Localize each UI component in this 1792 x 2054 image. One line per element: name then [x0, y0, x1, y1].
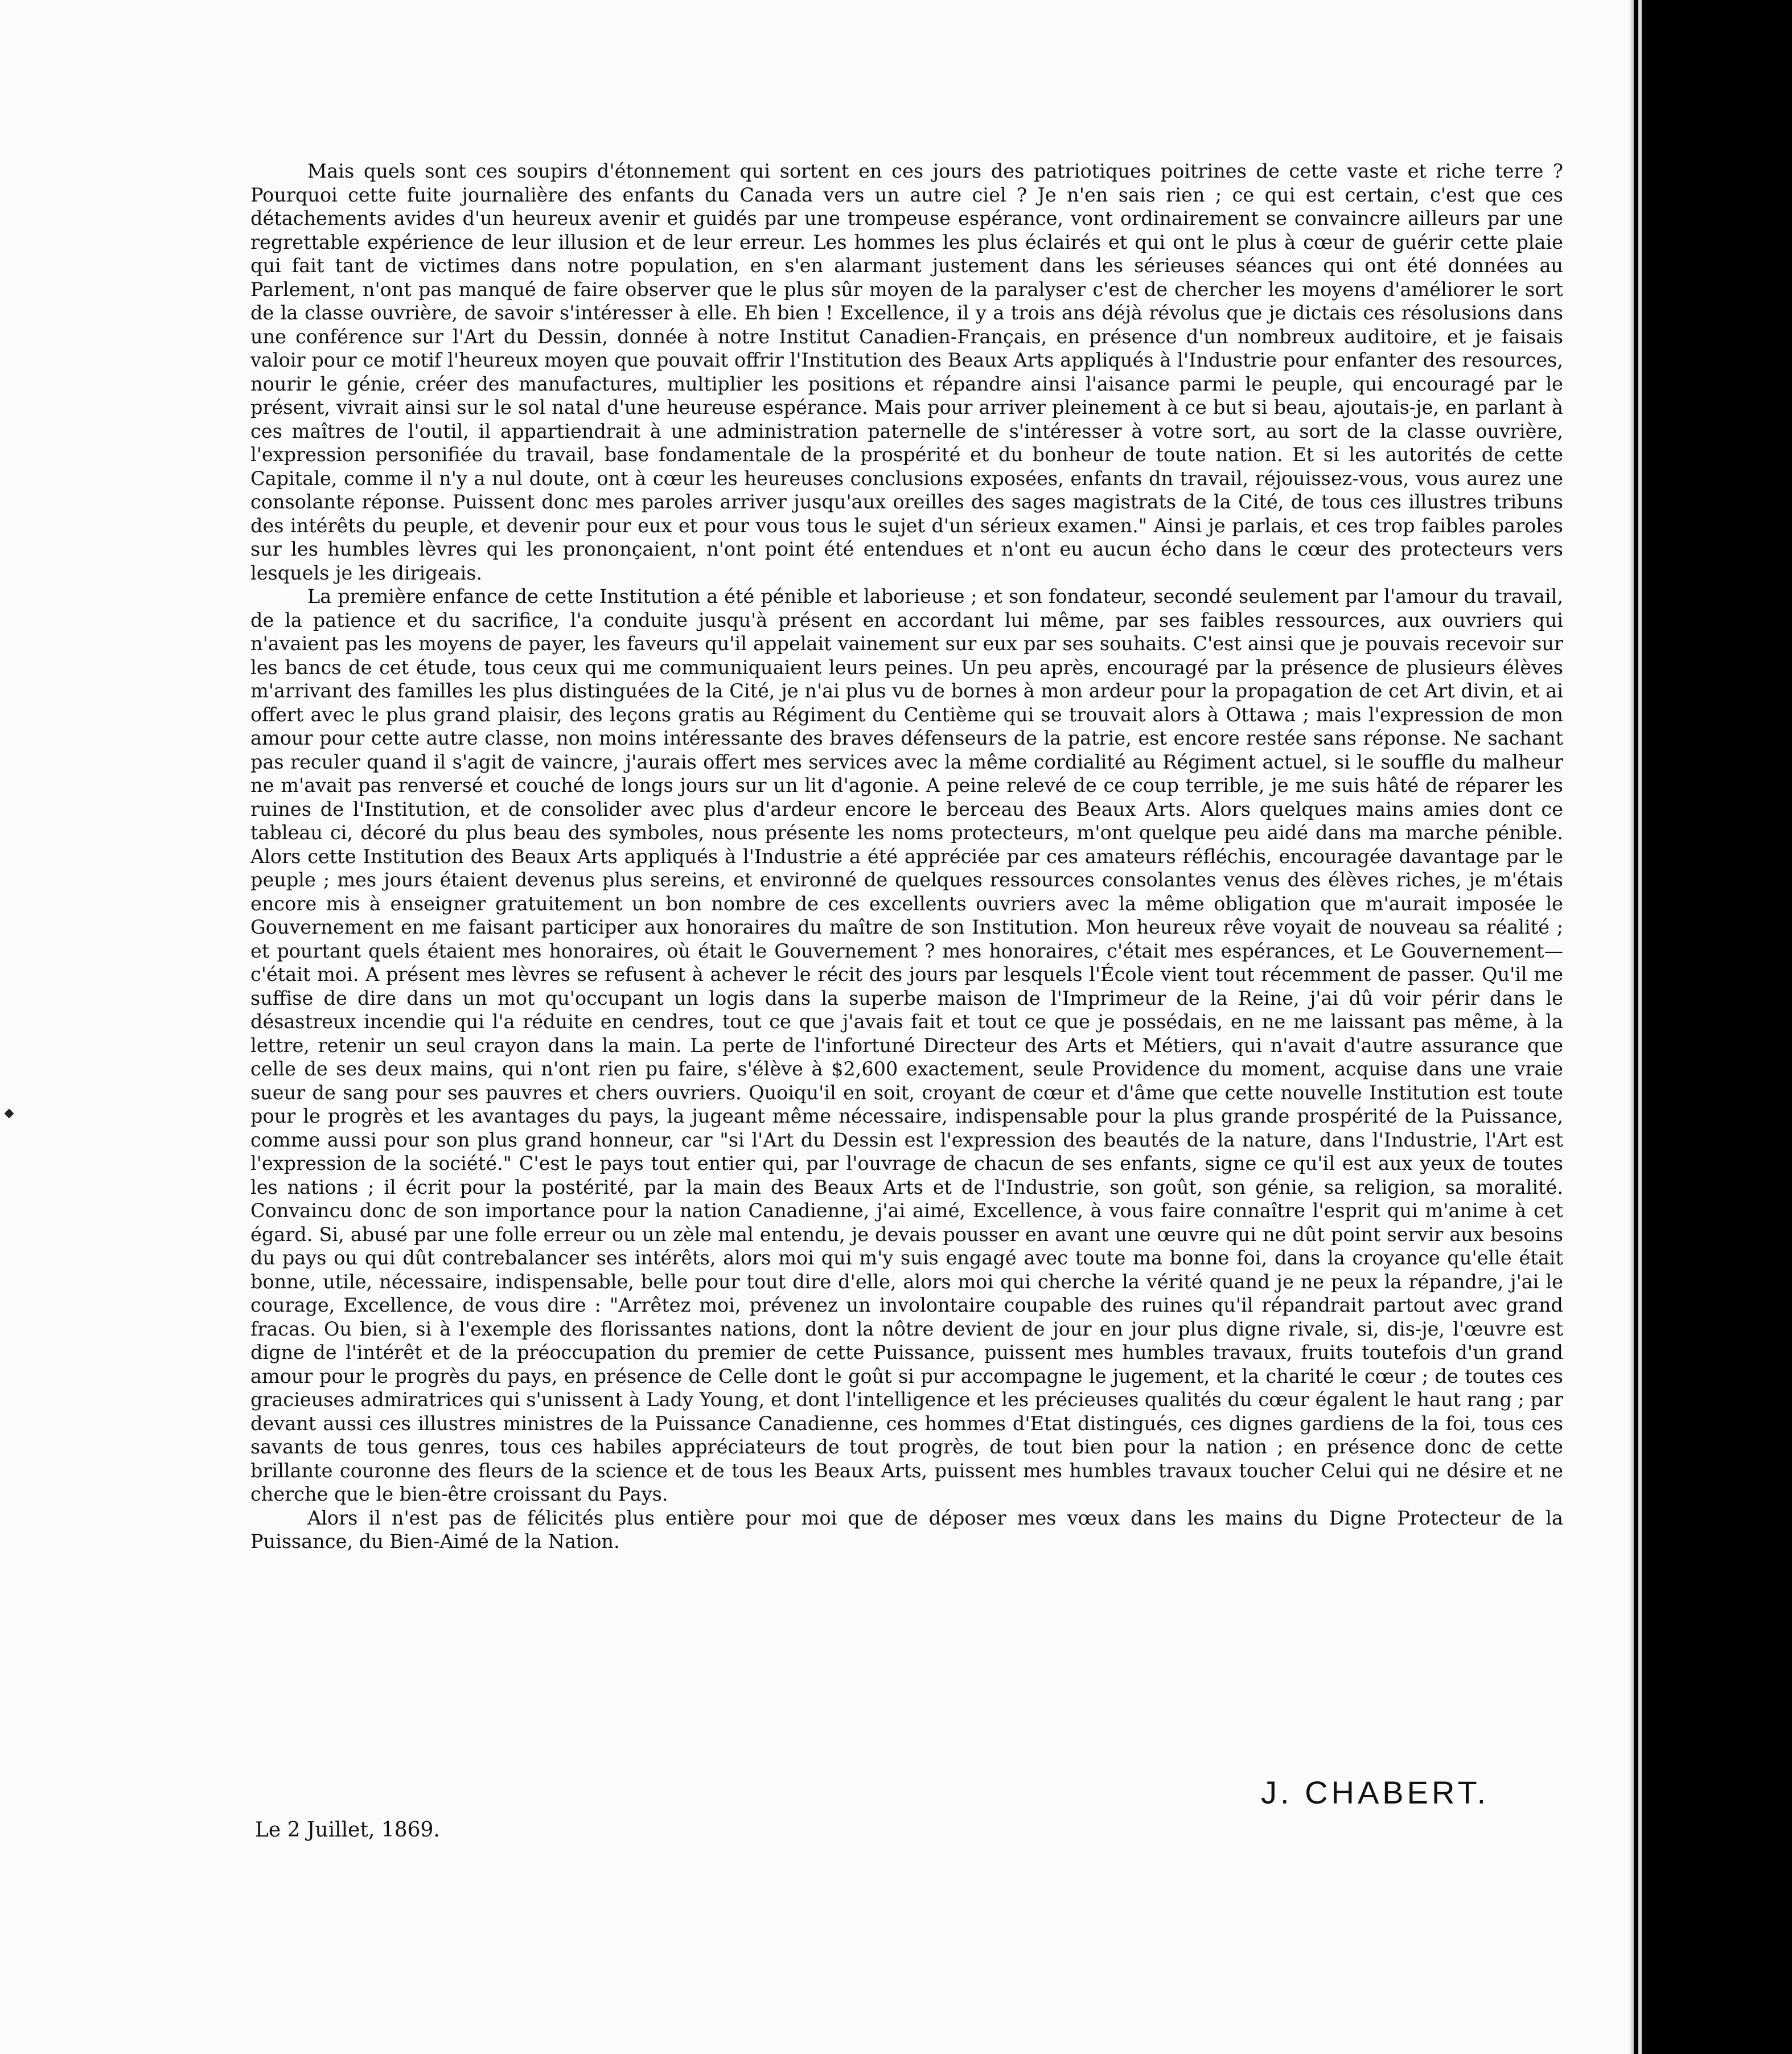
- letter-body: [250, 159, 1563, 1554]
- scan-border-line: [1638, 0, 1642, 2054]
- page-edge-shadow: [1629, 0, 1634, 2054]
- paragraph-1: Mais quels sont ces soupirs d'étonnement qui sortent en ces jours des patriotiques poitrines de cette vaste et riche terre ? Pourquoi cette fuite journalière des enfants du Canada vers un autre ciel ? Je n'en sais rien ; ce qui est certain, c'est que ces détachements avides d'un heureux avenir et guidés par une trompeuse espérance, vont ordinairement se convaincre ailleurs par une regrettable expérience de leur illusion et de leur erreur. Les hommes les plus éclairés et qui ont le plus à cœur de guérir cette plaie qui fait tant de victimes dans notre population, en s'en alarmant justement dans les sérieuses séances qui ont été données au Parlement, n'ont pas manqué de faire observer que le plus sûr moyen de la paralyser c'est de chercher les moyens d'améliorer le sort de la classe ouvrière, de savoir s'intéresser à elle. Eh bien ! Excellence, il y a trois ans déjà révolus que je dictais ces résolusions dans une conférence sur l'Art du Dessin, donnée à notre Institut Canadien-Français, en présence d'un nombreux auditoire, et je faisais valoir pour ce motif l'heureux moyen que pouvait offrir l'Institution des Beaux Arts appliqués à l'Industrie pour enfanter des resources, nourir le génie, créer des manufactures, multiplier les positions et répandre ainsi l'aisance parmi le peuple, qui encouragé par le présent, vivrait ainsi sur le sol natal d'une heureuse espérance. Mais pour arriver pleinement à ce but si beau, ajoutais-je, en parlant à ces maîtres de l'outil, il appartiendrait à une administration paternelle de s'intéresser à votre sort, au sort de la classe ouvrière, l'expression personifiée du travail, base fondamentale de la prospérité et du bonheur de toute nation. Et si les autorités de cette Capitale, comme il n'y a nul doute, ont à cœur les heureuses conclusions exposées, enfants dn travail, réjouissez-vous, vous aurez une consolante réponse. Puissent donc mes paroles arriver jusqu'aux oreilles des sages magistrats de la Cité, de tous ces illustres tribuns des intérêts du peuple, et devenir pour eux et pour vous tous le sujet d'un sérieux examen." Ainsi je parlais, et ces trop faibles paroles sur les humbles lèvres qui les prononçaient, n'ont point été entendues et n'ont eu aucun écho dans le cœur des protecteurs vers lesquels je les dirigeais.: [250, 160, 1563, 584]
- letter-date: Le 2 Juillet, 1869.: [255, 1818, 440, 1842]
- paragraph-3: Alors il n'est pas de félicités plus entière pour moi que de déposer mes vœux dans les mains du Digne Protecteur de la Puissance, du Bien-Aimé de la Nation.: [250, 1506, 1563, 1552]
- paragraph-2: La première enfance de cette Institution a été pénible et laborieuse ; et son fondateur, secondé seulement par l'amour du travail, de la patience et du sacrifice, l'a conduite jusqu'à présent en accordant lui même, par ses faibles ressources, aux ouvriers qui n'avaient pas les moyens de payer, les faveurs qu'il appelait vainement sur eux par ses souhaits. C'est ainsi que je pouvais recevoir sur les bancs de cet étude, tous ceux qui me communiquaient leurs peines. Un peu après, encouragé par la présence de plusieurs élèves m'arrivant des familles les plus distinguées de la Cité, je n'ai plus vu de bornes à mon ardeur pour la propagation de cet Art divin, et ai offert avec le plus grand plaisir, des leçons gratis au Régiment du Centième qui se trouvait alors à Ottawa ; mais l'expression de mon amour pour cette autre classe, non moins intéressante des braves défenseurs de la patrie, est encore restée sans réponse. Ne sachant pas reculer quand il s'agit de vaincre, j'aurais offert mes services avec la même cordialité au Régiment actuel, si le souffle du malheur ne m'avait pas renversé et couché de longs jours sur un lit d'agonie. A peine relevé de ce coup terrible, je me suis hâté de réparer les ruines de l'Institution, et de consolider avec plus d'ardeur encore le berceau des Beaux Arts. Alors quelques mains amies dont ce tableau ci, décoré du plus beau des symboles, nous présente les noms protecteurs, m'ont quelque peu aidé dans ma marche pénible. Alors cette Institution des Beaux Arts appliqués à l'Industrie a été appréciée par ces amateurs réfléchis, encouragée davantage par le peuple ; mes jours étaient devenus plus sereins, et environné de quelques ressources consolantes venus des élèves riches, je m'étais encore mis à enseigner gratuitement un bon nombre de ces excellents ouvriers avec la même obligation que m'aurait imposée le Gouvernement en me faisant participer aux honoraires du maître de son Institution. Mon heureux rêve voyait de nouveau sa réalité ; et pourtant quels étaient mes honoraires, où était le Gouvernement ? mes honoraires, c'était mes espérances, et Le Gouvernement—c'était moi. A présent mes lèvres se refusent à achever le récit des jours par lesquels l'École vient tout récemment de passer. Qu'il me suffise de dire dans un mot qu'occupant un logis dans la superbe maison de l'Imprimeur de la Reine, j'ai dû voir périr dans le désastreux incendie qui l'a réduite en cendres, tout ce que j'avais fait et tout ce que je possédais, en ne me laissant pas même, à la lettre, retenir un seul crayon dans la main. La perte de l'infortuné Directeur des Arts et Métiers, qui n'avait d'autre assurance que celle de ses deux mains, qui n'ont rien pu faire, s'élève à $2,600 exactement, seule Providence du moment, acquise dans une vraie sueur de sang pour ses pauvres et chers ouvriers. Quoiqu'il en soit, croyant de cœur et d'âme que cette nouvelle Institution est toute pour le progrès et les avantages du pays, la jugeant même nécessaire, indispensable pour la plus grande prospérité de la Puissance, comme aussi pour son plus grand honneur, car "si l'Art du Dessin est l'expression des beautés de la nature, dans l'Industrie, l'Art est l'expression de la société." C'est le pays tout entier qui, par l'ouvrage de chacun de ses enfants, signe ce qu'il est aux yeux de toutes les nations ; il écrit pour la postérité, par la main des Beaux Arts et de l'Industrie, son goût, son génie, sa religion, sa moralité. Convaincu donc de son importance pour la nation Canadienne, j'ai aimé, Excellence, à vous faire connaître l'esprit qui m'anime à cet égard. Si, abusé par une folle erreur ou un zèle mal entendu, je devais pousser en avant une œuvre qui ne dût point servir aux besoins du pays ou qui dût contrebalancer ses intérêts, alors moi qui m'y suis engagé avec toute ma bonne foi, dans la croyance qu'elle était bonne, utile, nécessaire, indispensable, belle pour tout dire d'elle, alors moi qui cherche la vérité quand je ne peux la répandre, j'ai le courage, Excellence, de vous dire : "Arrêtez moi, prévenez un involontaire coupable des ruines qu'il répandrait partout avec grand fracas. Ou bien, si à l'exemple des florissantes nations, dont la nôtre devient de jour en jour plus digne rivale, si, dis-je, l'œuvre est digne de l'intérêt et de la préoccupation du premier de cette Puissance, puissent mes humbles travaux, fruits toutefois d'un grand amour pour le progrès du pays, en présence de Celle dont le goût si pur accompagne le jugement, et la charité le cœur ; de toutes ces gracieuses admiratrices qui s'unissent à Lady Young, et dont l'intelligence et les précieuses qualités du cœur égalent le haut rang ; par devant aussi ces illustres ministres de la Puissance Canadienne, ces hommes d'Etat distingués, ces dignes gardiens de la foi, tous ces savants de tous genres, tous ces habiles appréciateurs de tout progrès, de tout bien pour la nation ; en présence donc de cette brillante couronne des fleurs de la science et de tous les Beaux Arts, puissent mes humbles travaux toucher Celui qui ne désire et ne cherche que le bien-être croissant du Pays.: [250, 585, 1563, 1505]
- scan-mark: [5, 1109, 14, 1119]
- signature: J. CHABERT.: [1260, 1774, 1489, 1810]
- letter-closing: [250, 1763, 1563, 1854]
